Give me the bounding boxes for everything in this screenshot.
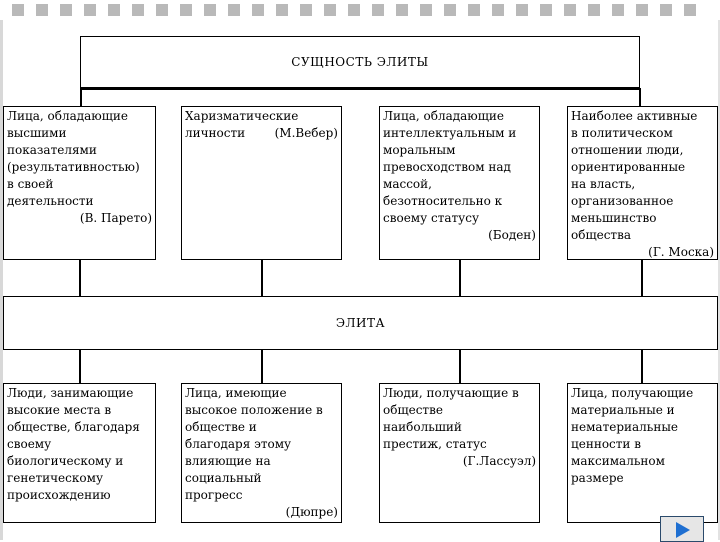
box-source: (Дюпре) bbox=[285, 505, 338, 519]
box-text-line: происхождению bbox=[7, 488, 111, 502]
box-text-line: организованное bbox=[571, 194, 674, 208]
box-text-line: показателями bbox=[7, 143, 97, 157]
connector-weber-center bbox=[261, 260, 263, 296]
decor-square bbox=[612, 4, 624, 16]
definition-box-mosca bbox=[567, 106, 718, 260]
definition-box-weber bbox=[181, 106, 342, 260]
decor-square bbox=[660, 4, 672, 16]
decor-square bbox=[276, 4, 288, 16]
box-source: (М.Вебер) bbox=[274, 126, 338, 140]
decor-square bbox=[60, 4, 72, 16]
center-elite-box bbox=[3, 296, 718, 350]
box-text-line: на власть, bbox=[571, 177, 636, 191]
decor-square bbox=[300, 4, 312, 16]
box-text-line: Люди, занимающие bbox=[7, 386, 134, 400]
box-text-line: размере bbox=[571, 471, 624, 485]
box-text-line: в политическом bbox=[571, 126, 673, 140]
box-text-line: биологическому и bbox=[7, 454, 124, 468]
definition-box-material bbox=[567, 383, 718, 523]
connector-center-bottom-2 bbox=[261, 350, 263, 383]
diagram-title-box bbox=[80, 36, 640, 88]
box-text-line: безотносительно к bbox=[383, 194, 503, 208]
box-source: (Г. Моска) bbox=[648, 245, 714, 259]
connector-pareto-center bbox=[79, 260, 81, 296]
box-text-line: отношении люди, bbox=[571, 143, 684, 157]
box-source: (В. Парето) bbox=[79, 211, 152, 225]
decor-square bbox=[36, 4, 48, 16]
box-text-line: обществе и bbox=[185, 420, 257, 434]
definition-box-boden bbox=[379, 106, 540, 260]
decor-square bbox=[324, 4, 336, 16]
box-text-line: Лица, обладающие bbox=[383, 109, 504, 123]
box-text-line: социальный bbox=[185, 471, 262, 485]
box-text-line: высокое положение в bbox=[185, 403, 323, 417]
definition-box-biological bbox=[3, 383, 156, 523]
connector-center-bottom-3 bbox=[459, 350, 461, 383]
box-text-line: нематериальные bbox=[571, 420, 678, 434]
box-text-line: меньшинство bbox=[571, 211, 657, 225]
decor-square bbox=[492, 4, 504, 16]
box-text-line: прогресс bbox=[185, 488, 243, 502]
box-source: (Боден) bbox=[488, 228, 536, 242]
connector-center-bottom-4 bbox=[641, 350, 643, 383]
box-text-line: общества bbox=[571, 228, 631, 242]
decor-square bbox=[204, 4, 216, 16]
box-source: (Г.Лассуэл) bbox=[462, 454, 536, 468]
box-text-line: престиж, статус bbox=[383, 437, 487, 451]
connector-top-left bbox=[80, 88, 82, 106]
connector-center-bottom-1 bbox=[79, 350, 81, 383]
box-text-line: Наиболее активные bbox=[571, 109, 698, 123]
top-decoration-bar bbox=[0, 0, 720, 20]
decor-square bbox=[540, 4, 552, 16]
box-text-line: обществе bbox=[383, 403, 443, 417]
decor-square bbox=[468, 4, 480, 16]
box-text-line: Лица, имеющие bbox=[185, 386, 287, 400]
box-text-line: ориентированные bbox=[571, 160, 686, 174]
connector-boden-center bbox=[459, 260, 461, 296]
box-text-line: высшими bbox=[7, 126, 67, 140]
decor-square bbox=[108, 4, 120, 16]
box-text-line: генетическому bbox=[7, 471, 103, 485]
decor-square bbox=[372, 4, 384, 16]
box-text-line: моральным bbox=[383, 143, 456, 157]
play-triangle-icon bbox=[676, 522, 690, 538]
decor-square bbox=[132, 4, 144, 16]
definition-box-pareto bbox=[3, 106, 156, 260]
box-text-line: Харизматические bbox=[185, 109, 299, 123]
box-text-line: обществе, благодаря bbox=[7, 420, 140, 434]
box-text-line: массой, bbox=[383, 177, 432, 191]
definition-box-dupre bbox=[181, 383, 342, 523]
box-text-line: своему статусу bbox=[383, 211, 480, 225]
connector-top-horizontal bbox=[80, 88, 640, 90]
box-text-line: в своей bbox=[7, 177, 54, 191]
box-text-line: превосходством над bbox=[383, 160, 511, 174]
box-text-line: влияющие на bbox=[185, 454, 271, 468]
box-text-line: благодаря этому bbox=[185, 437, 292, 451]
decor-square bbox=[396, 4, 408, 16]
decor-square bbox=[180, 4, 192, 16]
box-text-line: своему bbox=[7, 437, 52, 451]
connector-mosca-center bbox=[641, 260, 643, 296]
connector-top-right bbox=[639, 88, 641, 106]
decor-square bbox=[684, 4, 696, 16]
center-elite-label: ЭЛИТА bbox=[335, 316, 386, 330]
decor-square bbox=[564, 4, 576, 16]
box-text-line: Лица, обладающие bbox=[7, 109, 128, 123]
box-text-line: личности bbox=[185, 126, 246, 140]
box-text-line: материальные и bbox=[571, 403, 675, 417]
definition-box-lasswell bbox=[379, 383, 540, 523]
decor-square bbox=[588, 4, 600, 16]
box-text-line: деятельности bbox=[7, 194, 94, 208]
box-text-line: высокие места в bbox=[7, 403, 112, 417]
box-text-line: максимальном bbox=[571, 454, 665, 468]
decor-square bbox=[636, 4, 648, 16]
box-text-line: Люди, получающие в bbox=[383, 386, 519, 400]
decor-square bbox=[420, 4, 432, 16]
box-text-line: (результативностью) bbox=[7, 160, 140, 174]
decor-square bbox=[516, 4, 528, 16]
decor-square bbox=[348, 4, 360, 16]
diagram-title: СУЩНОСТЬ ЭЛИТЫ bbox=[291, 55, 429, 69]
decor-square bbox=[444, 4, 456, 16]
decor-square bbox=[228, 4, 240, 16]
box-text-line: Лица, получающие bbox=[571, 386, 694, 400]
decor-square bbox=[252, 4, 264, 16]
decor-square bbox=[12, 4, 24, 16]
decor-square bbox=[156, 4, 168, 16]
next-slide-button[interactable] bbox=[660, 516, 704, 542]
box-text-line: интеллектуальным и bbox=[383, 126, 517, 140]
box-text-line: ценности в bbox=[571, 437, 641, 451]
decor-square bbox=[84, 4, 96, 16]
box-text-line: наибольший bbox=[383, 420, 462, 434]
